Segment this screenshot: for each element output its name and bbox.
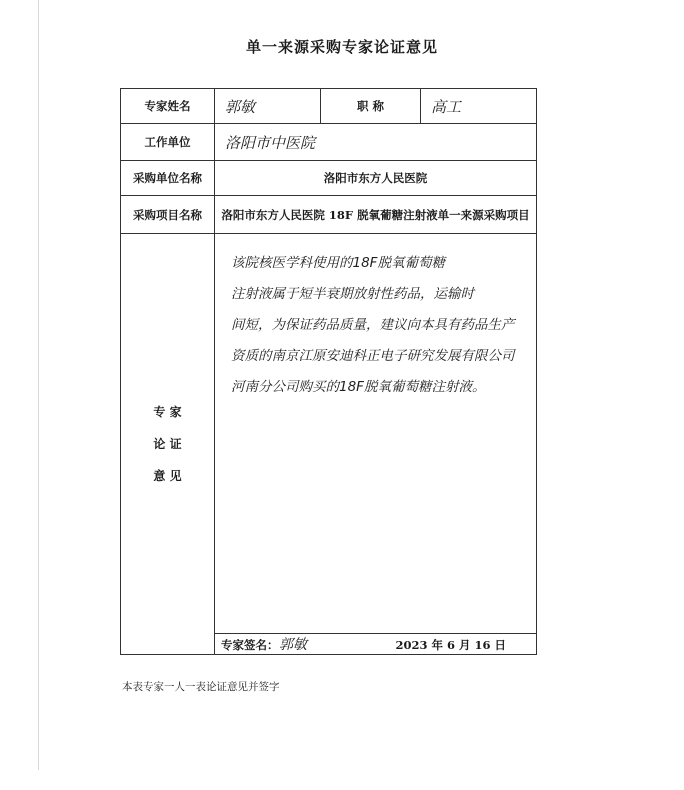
signature-name: 郭敏 xyxy=(279,637,307,653)
row-work-unit xyxy=(121,124,537,161)
title-value: 高工 xyxy=(421,89,537,124)
opinion-cell xyxy=(215,234,537,655)
footnote: 本表专家一人一表论证意见并签字 xyxy=(122,681,280,693)
row-expert-name xyxy=(121,89,537,124)
work-unit-label: 工作单位 xyxy=(121,124,215,161)
side-label-argument: 论 证 xyxy=(153,437,182,451)
opinion-line: 资质的南京江原安迪科正电子研究发展有限公司 xyxy=(231,348,515,364)
purchaser-value: 洛阳市东方人民医院 xyxy=(215,161,537,196)
document-title: 单一来源采购专家论证意见 xyxy=(245,38,438,56)
work-unit-value: 洛阳市中医院 xyxy=(215,124,537,161)
side-label-opinion: 意 见 xyxy=(153,469,182,483)
title-label: 职 称 xyxy=(321,89,421,124)
expert-name-label: 专家姓名 xyxy=(121,89,215,124)
purchaser-label: 采购单位名称 xyxy=(121,161,215,196)
expert-name-value: 郭敏 xyxy=(215,89,321,124)
page-left-rule xyxy=(38,0,39,770)
opinion-form-table xyxy=(120,88,537,655)
opinion-line: 该院核医学科使用的18F脱氧葡萄糖 xyxy=(231,255,445,271)
opinion-line: 河南分公司购买的18F脱氧葡萄糖注射液。 xyxy=(231,379,486,395)
side-label-expert: 专 家 xyxy=(153,405,182,419)
opinion-line: 间短，为保证药品质量，建议向本具有药品生产 xyxy=(231,317,515,333)
row-project xyxy=(121,196,537,234)
signature-date: 2023 年 6 月 16 日 xyxy=(395,638,506,652)
row-purchaser xyxy=(121,161,537,196)
opinion-line: 注射液属于短半衰期放射性药品，运输时 xyxy=(231,286,474,302)
signature-row xyxy=(215,633,536,654)
opinion-side-label xyxy=(121,234,215,655)
row-opinion xyxy=(121,234,537,655)
project-value: 洛阳市东方人民医院 18F 脱氧葡糖注射液单一来源采购项目 xyxy=(215,196,537,234)
opinion-handwritten-text xyxy=(231,248,530,403)
signature-label: 专家签名： xyxy=(221,638,279,652)
project-label: 采购项目名称 xyxy=(121,196,215,234)
